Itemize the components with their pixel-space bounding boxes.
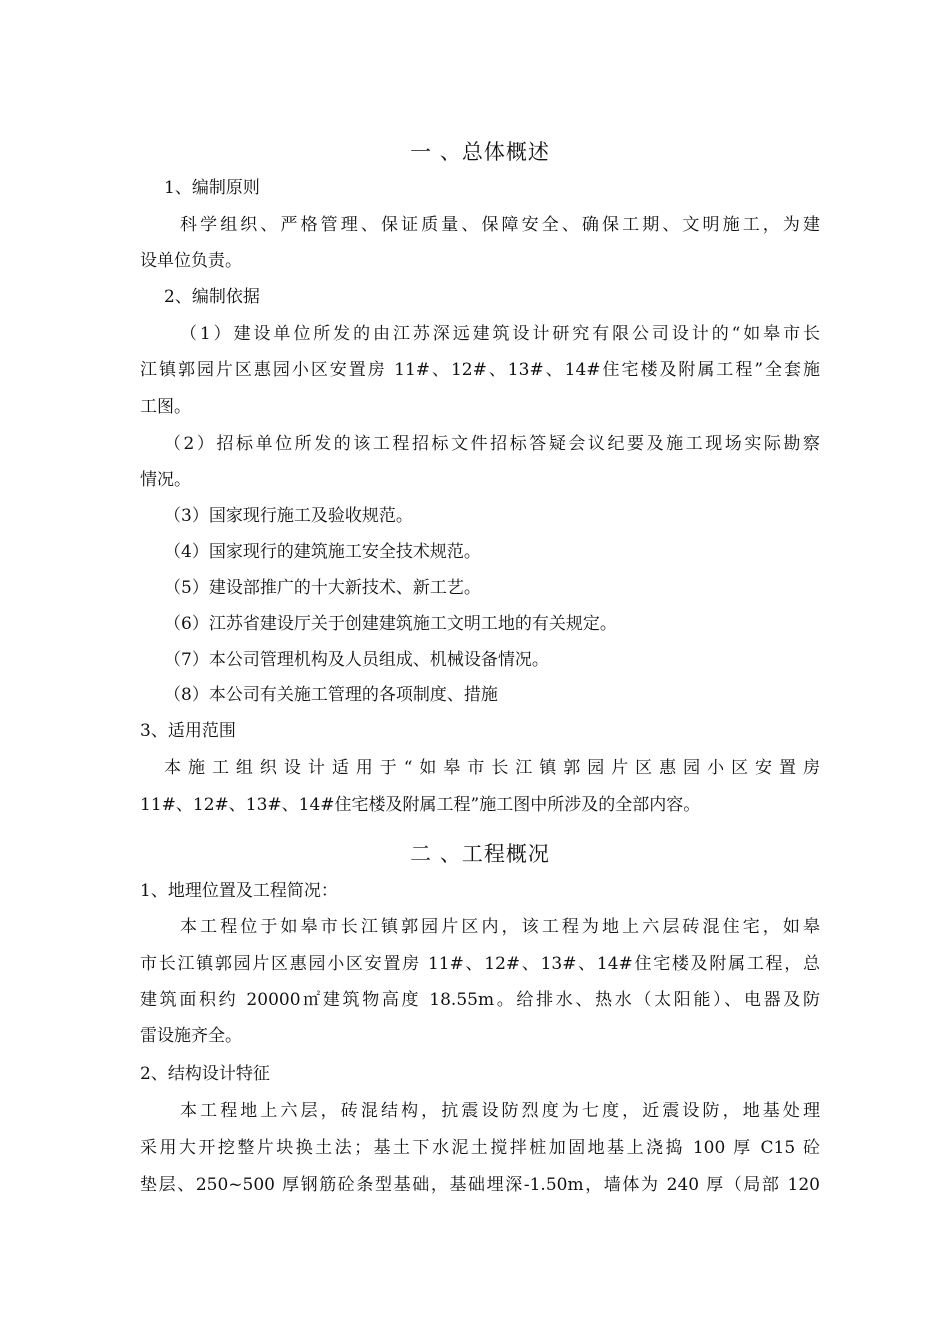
section-title-project-overview: 二 、工程概况	[410, 842, 550, 866]
paragraph-line: 11#、12#、13#、14#住宅楼及附属工程”施工图中所涉及的全部内容。	[140, 795, 701, 815]
paragraph-line: 雷设施齐全。	[140, 1026, 242, 1046]
list-item: （7）本公司管理机构及人员组成、机械设备情况。	[164, 650, 549, 670]
paragraph-line: 市长江镇郭园片区惠园小区安置房 11#、12#、13#、14#住宅楼及附属工程，总	[140, 954, 820, 974]
paragraph-line: 垫层、250~500 厚钢筋砼条型基础，基础埋深-1.50m，墙体为 240 厚（局部 120	[140, 1175, 820, 1195]
paragraph-line: 建筑面积约 20000㎡建筑物高度 18.55m。给排水、热水（太阳能）、电器及防	[140, 990, 820, 1010]
list-item: （8）本公司有关施工管理的各项制度、措施	[164, 685, 498, 705]
list-item: （3）国家现行施工及验收规范。	[164, 506, 413, 526]
list-item-line: 情况。	[140, 470, 191, 490]
subsection-heading-structure: 2、结构设计特征	[140, 1064, 270, 1084]
list-item: （6）江苏省建设厅关于创建建筑施工文明工地的有关规定。	[164, 614, 617, 634]
paragraph-line: 本施工组织设计适用于“如皋市长江镇郭园片区惠园小区安置房	[164, 758, 820, 778]
subsection-heading-principles: 1、编制原则	[164, 178, 260, 198]
paragraph-line: 本工程地上六层，砖混结构，抗震设防烈度为七度，近震设防，地基处理	[180, 1101, 820, 1121]
subsection-heading-basis: 2、编制依据	[164, 287, 260, 307]
subsection-heading-location: 1、地理位置及工程简况：	[140, 881, 338, 901]
subsection-heading-scope: 3、适用范围	[140, 721, 236, 741]
list-item-line: （1）建设单位所发的由江苏深远建筑设计研究有限公司设计的“如皋市长	[180, 324, 820, 344]
list-item-line: 江镇郭园片区惠园小区安置房 11#、12#、13#、14#住宅楼及附属工程”全套施	[140, 360, 820, 380]
section-title-overview: 一 、总体概述	[410, 140, 550, 164]
paragraph-line: 科学组织、严格管理、保证质量、保障安全、确保工期、文明施工，为建	[180, 215, 820, 235]
list-item: （5）建设部推广的十大新技术、新工艺。	[164, 578, 481, 598]
paragraph-line: 采用大开挖整片块换土法；基土下水泥土搅拌桩加固地基上浇捣 100 厚 C15 砼	[140, 1138, 820, 1158]
paragraph-line: 设单位负责。	[140, 251, 242, 271]
list-item: （4）国家现行的建筑施工安全技术规范。	[164, 542, 481, 562]
paragraph-line: 本工程位于如皋市长江镇郭园片区内，该工程为地上六层砖混住宅，如皋	[180, 917, 820, 937]
list-item-line: 工图。	[140, 397, 191, 417]
list-item-line: （2）招标单位所发的该工程招标文件招标答疑会议纪要及施工现场实际勘察	[164, 434, 820, 454]
